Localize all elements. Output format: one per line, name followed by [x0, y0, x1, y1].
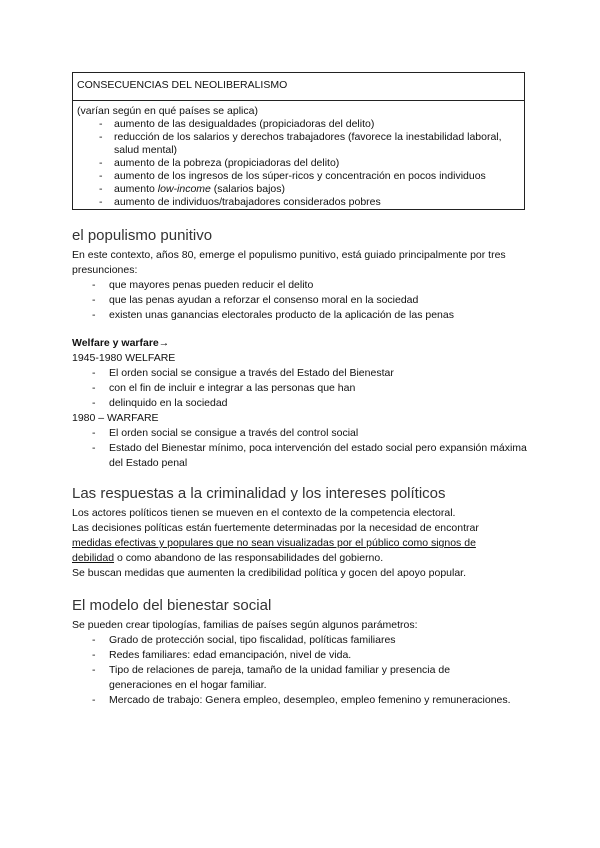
box-intro: (varían según en qué países se aplica)	[77, 105, 258, 117]
welfare-list-1	[72, 366, 527, 411]
list-item: - Redes familiares: edad emancipación, nivel de vida.	[72, 648, 512, 663]
list-item: - que las penas ayudan a reforzar el consenso moral en la sociedad	[72, 293, 527, 308]
list-item: - aumento de los ingresos de los súper-ricos y concentración en pocos individuos	[77, 170, 520, 183]
list-item: - con el fin de incluir e integrar a las personas que han	[72, 381, 527, 396]
modelo-intro: Se pueden crear tipologías, familias de países según algunos parámetros:	[72, 619, 418, 631]
respuestas-section	[72, 506, 512, 581]
populismo-heading: el populismo punitivo	[72, 227, 213, 244]
respuestas-text-a: Las decisiones políticas están fuertemente determinadas por la necesidad de encontrar	[72, 522, 479, 534]
list-item	[77, 183, 520, 196]
list-item: - Tipo de relaciones de pareja, tamaño de la unidad familiar y presencia de generaciones en el hogar familiar.	[72, 663, 512, 693]
neoliberalism-box	[72, 72, 525, 210]
list-item: - que mayores penas pueden reducir el delito	[72, 278, 527, 293]
welfare-heading: Welfare y warfare→	[72, 337, 170, 349]
list-item: - Grado de protección social, tipo fiscalidad, políticas familiares	[72, 633, 512, 648]
modelo-section	[72, 618, 512, 708]
respuestas-line-3: Se buscan medidas que aumenten la credibilidad política y gocen del apoyo popular.	[72, 567, 467, 579]
list-item: - reducción de los salarios y derechos trabajadores (favorece la inestabilidad laboral, salud mental)	[77, 131, 520, 157]
populismo-list	[72, 278, 527, 323]
respuestas-underlined: medidas efectivas y populares que no sean visualizadas por el público como signos de debilidad	[72, 537, 476, 564]
box-header: CONSECUENCIAS DEL NEOLIBERALISMO	[73, 73, 524, 101]
welfare-period-2: 1980 – WARFARE	[72, 412, 159, 424]
list-item: - delinquido en la sociedad	[72, 396, 527, 411]
list-item: - aumento de las desigualdades (propiciadoras del delito)	[77, 118, 520, 131]
welfare-section	[72, 336, 527, 471]
respuestas-heading: Las respuestas a la criminalidad y los intereses políticos	[72, 485, 446, 502]
box-body	[73, 101, 524, 213]
item-text-tail: (salarios bajos)	[210, 183, 286, 195]
list-item: - Mercado de trabajo: Genera empleo, desempleo, empleo femenino y remuneraciones.	[72, 693, 512, 708]
respuestas-line-1: Los actores políticos tienen se mueven en el contexto de la competencia electoral.	[72, 507, 456, 519]
modelo-heading: El modelo del bienestar social	[72, 597, 272, 614]
populismo-section	[72, 248, 527, 323]
item-text: aumento	[114, 183, 158, 195]
item-italic: low-income	[157, 183, 211, 195]
respuestas-line-2	[72, 521, 512, 566]
list-item: - aumento de la pobreza (propiciadoras del delito)	[77, 157, 520, 170]
list-item: - existen unas ganancias electorales producto de la aplicación de las penas	[72, 308, 527, 323]
populismo-intro: En este contexto, años 80, emerge el populismo punitivo, está guiado principalmente por tres presunciones:	[72, 249, 506, 276]
list-item: - aumento de individuos/trabajadores considerados pobres	[77, 196, 520, 209]
list-item: - El orden social se consigue a través del Estado del Bienestar	[72, 366, 527, 381]
respuestas-text-b: o como abandono de las responsabilidades del gobierno.	[114, 552, 384, 564]
box-list	[77, 118, 520, 209]
welfare-list-2	[72, 426, 527, 471]
modelo-list	[72, 633, 512, 708]
list-item: - Estado del Bienestar mínimo, poca intervención del estado social pero expansión máxima del Estado penal	[72, 441, 527, 471]
welfare-period-1: 1945-1980 WELFARE	[72, 352, 176, 364]
list-item: - El orden social se consigue a través del control social	[72, 426, 527, 441]
